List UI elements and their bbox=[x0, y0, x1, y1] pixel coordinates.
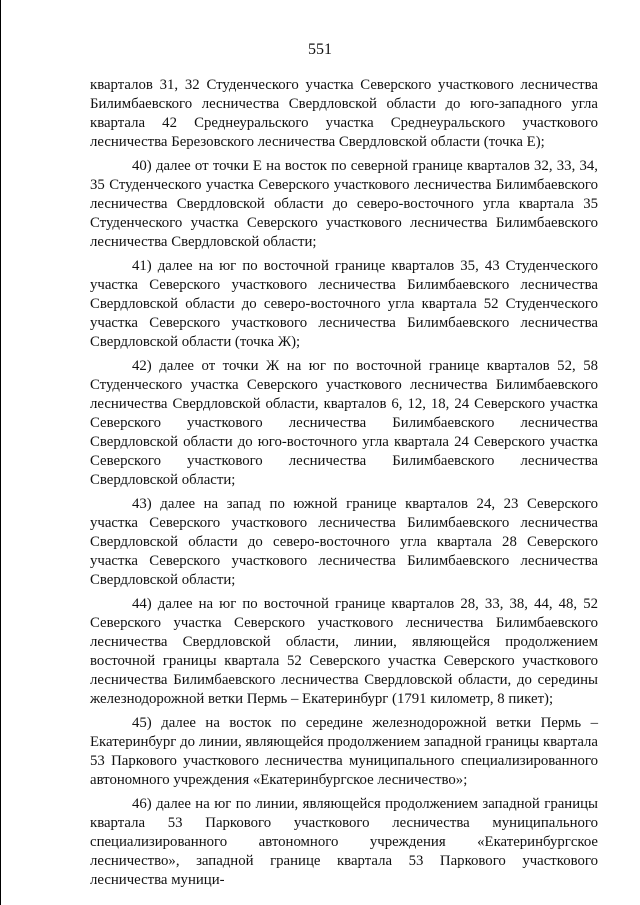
paragraph-40: 40) далее от точки Е на восток по северной границе кварталов 32, 33, 34, 35 Студенческого участка Северского участкового лесничества Билимбаевского лесничества Свердловской области до северо-восточного угла квартала 35 Студенческого участка Северского участкового лесничества Билимбаевского лесничества Свердловской области; bbox=[90, 158, 598, 250]
page-edge-line bbox=[0, 0, 1, 905]
document-body bbox=[90, 76, 598, 895]
paragraph-43: 43) далее на запад по южной границе кварталов 24, 23 Северского участка Северского участкового лесничества Билимбаевского лесничества Свердловской области до северо-восточного угла квартала 28 Северского участка Северского участкового лесничества Билимбаевского лесничества Свердловской области; bbox=[90, 496, 598, 588]
paragraph-41: 41) далее на юг по восточной границе кварталов 35, 43 Студенческого участка Северского участкового лесничества Билимбаевского лесничества Свердловской области до северо-восточного угла квартала 52 Студенческого участка Северского участкового лесничества Билимбаевского лесничества Свердловской области (точка Ж); bbox=[90, 258, 598, 350]
page-number: 551 bbox=[308, 41, 332, 58]
paragraph-45: 45) далее на восток по середине железнодорожной ветки Пермь – Екатеринбург до линии, являющейся продолжением западной границы квартала 53 Паркового участкового лесничества муниципального специализированного автономного учреждения «Екатеринбургское лесничество»; bbox=[90, 715, 598, 788]
paragraph-44: 44) далее на юг по восточной границе кварталов 28, 33, 38, 44, 48, 52 Северского участка Северского участкового лесничества Билимбаевского лесничества Свердловской области, линии, являющейся продолжением восточной границы квартала 52 Северского участка Северского участкового лесничества Билимбаевского лесничества Свердловской области, до середины железнодорожной ветки Пермь – Екатеринбург (1791 километр, 8 пикет); bbox=[90, 596, 598, 707]
paragraph-46: 46) далее на юг по линии, являющейся продолжением западной границы квартала 53 Паркового участкового лесничества муниципального специализированного автономного учреждения «Екатеринбургское лесничество», западной границе квартала 53 Паркового участкового лесничества муници- bbox=[90, 796, 598, 888]
paragraph-continuation: кварталов 31, 32 Студенческого участка Северского участкового лесничества Билимбаевского лесничества Свердловской области до юго-западного угла квартала 42 Среднеуральского участка Среднеуральского участкового лесничества Березовского лесничества Свердловской области (точка Е); bbox=[90, 77, 598, 150]
paragraph-42: 42) далее от точки Ж на юг по восточной границе кварталов 52, 58 Студенческого участка Северского участкового лесничества Билимбаевского лесничества Свердловской области, кварталов 6, 12, 18, 24 Северского участка Северского участкового лесничества Билимбаевского лесничества Свердловской области до юго-восточного угла квартала 24 Северского участка Северского участкового лесничества Билимбаевского лесничества Свердловской области; bbox=[90, 358, 598, 488]
